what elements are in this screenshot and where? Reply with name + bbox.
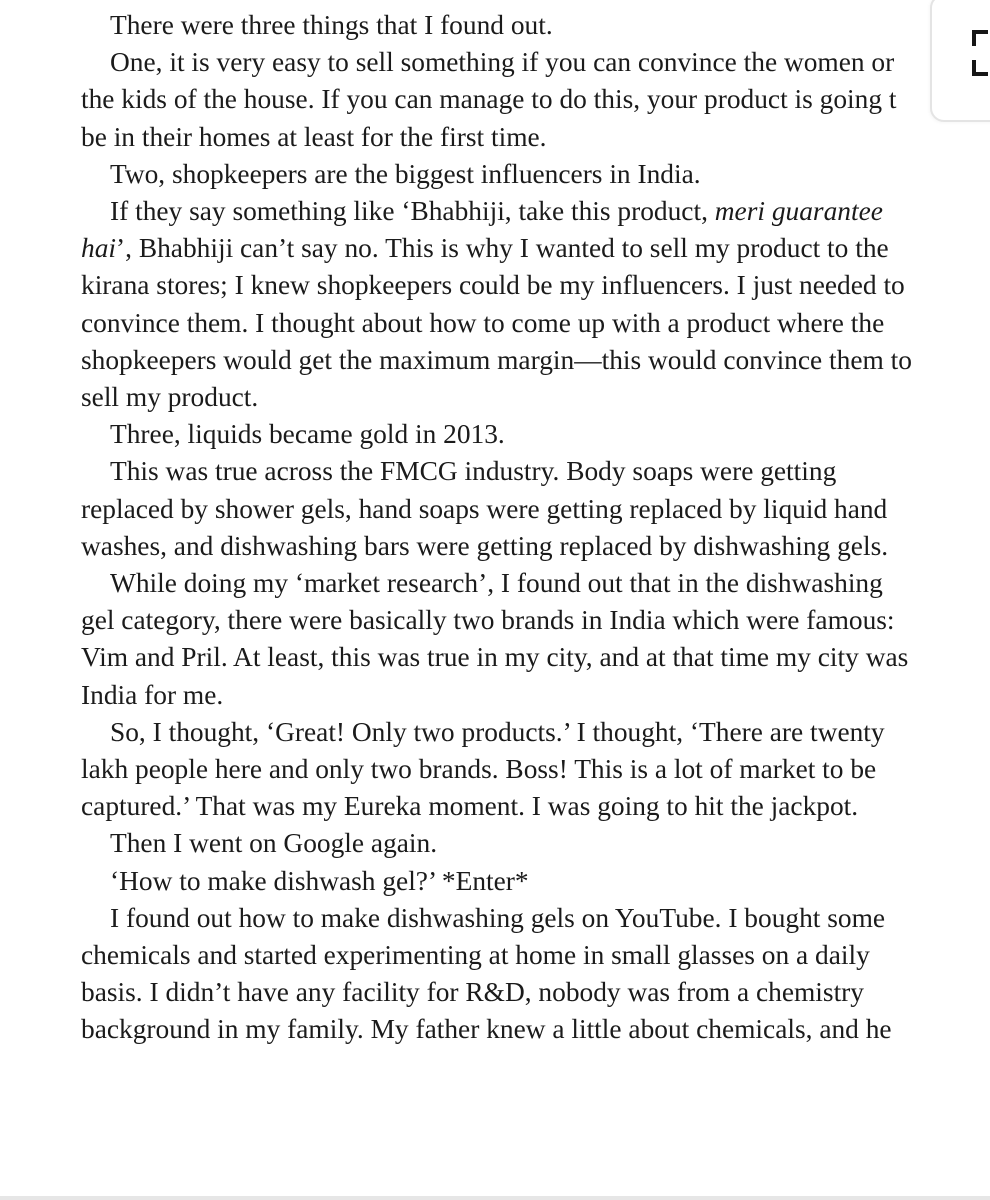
text-run: ’, Bhabhiji can’t say no. This is why I wanted to sell my product to the bbox=[116, 233, 889, 264]
paragraph-bhabhiji bbox=[81, 193, 961, 416]
text-line: background in my family. My father knew a little about chemicals, and he bbox=[81, 1014, 892, 1045]
text-line: While doing my ‘market research’, I found out that in the dishwashing bbox=[110, 568, 883, 599]
paragraph bbox=[81, 714, 961, 826]
text-line: washes, and dishwashing bars were getting replaced by dishwashing gels. bbox=[81, 530, 889, 561]
paragraph bbox=[81, 44, 961, 156]
text-line: sell my product. bbox=[81, 382, 259, 413]
paragraph bbox=[81, 416, 961, 453]
paragraph bbox=[81, 863, 961, 900]
text-line: Then I went on Google again. bbox=[110, 828, 438, 859]
text-line: shopkeepers would get the maximum margin—this would convince them to bbox=[81, 344, 912, 375]
text-line: Two, shopkeepers are the biggest influencers in India. bbox=[110, 158, 701, 189]
paragraph bbox=[81, 900, 961, 1049]
text-line: So, I thought, ‘Great! Only two products.’ I thought, ‘There are twenty bbox=[110, 716, 885, 747]
paragraph bbox=[81, 7, 961, 44]
text-line: India for me. bbox=[81, 679, 224, 710]
paragraph bbox=[81, 565, 961, 714]
text-line: gel category, there were basically two brands in India which were famous: bbox=[81, 605, 895, 636]
text-line: captured.’ That was my Eureka moment. I was going to hit the jackpot. bbox=[81, 791, 859, 822]
text-line: basis. I didn’t have any facility for R&D, nobody was from a chemistry bbox=[81, 977, 865, 1008]
text-line: ‘How to make dishwash gel?’ *Enter* bbox=[110, 865, 529, 896]
text-line: chemicals and started experimenting at home in small glasses on a daily bbox=[81, 940, 870, 971]
text-line: I found out how to make dishwashing gels on YouTube. I bought some bbox=[110, 902, 886, 933]
text-line bbox=[81, 230, 961, 267]
italic-run: meri guarantee bbox=[714, 196, 883, 227]
text-line: Vim and Pril. At least, this was true in my city, and at that time my city was bbox=[81, 642, 909, 673]
text-line bbox=[81, 193, 961, 230]
text-line: be in their homes at least for the first time. bbox=[81, 121, 547, 152]
page-bottom-divider bbox=[0, 1196, 990, 1200]
paragraph bbox=[81, 825, 961, 862]
text-line: One, it is very easy to sell something if you can convince the women or bbox=[110, 47, 895, 78]
fullscreen-corner-icon bbox=[972, 60, 988, 76]
paragraph bbox=[81, 453, 961, 565]
text-line: There were three things that I found out. bbox=[110, 10, 553, 40]
text-line: convince them. I thought about how to come up with a product where the bbox=[81, 307, 885, 338]
text-line: replaced by shower gels, hand soaps were getting replaced by liquid hand bbox=[81, 493, 888, 524]
paragraph bbox=[81, 156, 961, 193]
text-line: the kids of the house. If you can manage to do this, your product is going t bbox=[81, 84, 897, 115]
fullscreen-corner-icon bbox=[972, 30, 988, 46]
text-run: If they say something like ‘Bhabhiji, take this product, bbox=[110, 196, 715, 227]
page-text bbox=[81, 7, 961, 1049]
text-line: Three, liquids became gold in 2013. bbox=[110, 419, 505, 450]
italic-run: hai bbox=[81, 233, 117, 264]
text-line: This was true across the FMCG industry. Body soaps were getting bbox=[110, 456, 837, 487]
text-line: kirana stores; I knew shopkeepers could be my influencers. I just needed to bbox=[81, 270, 905, 301]
fullscreen-button[interactable] bbox=[930, 0, 990, 122]
text-line: lakh people here and only two brands. Boss! This is a lot of market to be bbox=[81, 754, 877, 785]
